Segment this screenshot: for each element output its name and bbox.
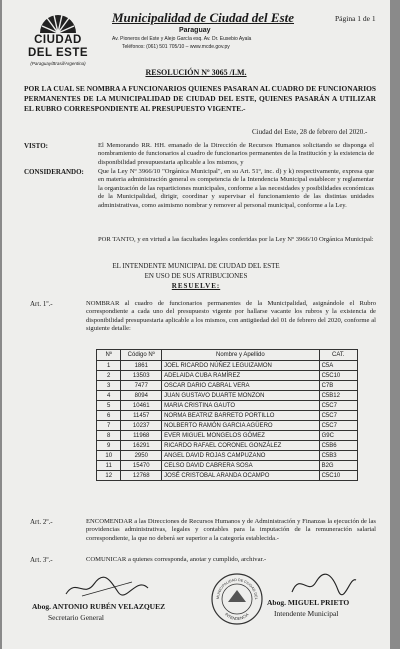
cell-number: 6 <box>97 411 121 421</box>
cell-number: 3 <box>97 381 121 391</box>
cell-category: C5B6 <box>319 441 357 451</box>
page-number: Página 1 de 1 <box>335 14 376 23</box>
authority-line2: EN USO DE SUS ATRIBUCIONES <box>144 272 248 280</box>
header-phone: Teléfonos: (061) 501 705/10 – www.mcde.gov.py <box>122 44 230 50</box>
table-row <box>97 391 358 401</box>
article-2-label: Art. 2º.- <box>30 518 53 526</box>
cell-code: 1861 <box>121 361 162 371</box>
right-signature-scribble <box>288 570 358 598</box>
cell-number: 1 <box>97 361 121 371</box>
col-header-code: Código Nº <box>121 350 162 361</box>
table-row <box>97 381 358 391</box>
article-1-text: NOMBRAR al cuadro de funcionarios permanentes de la Municipalidad, asignándole el Rubro correspondiente a cada uno del presupuesto vigente por hallarse vacante los rubros y la existencia de disponibilidad presupuestaria aplicable a los mismos, con antigüedad del 01 de febrero del 2020, conforme al siguiente detalle: <box>86 300 376 333</box>
table-row <box>97 421 358 431</box>
resuelve-heading: RESUELVE: <box>171 282 221 290</box>
cell-category: C5C10 <box>319 371 357 381</box>
header-title: Municipalidad de Ciudad del Este <box>112 10 295 25</box>
table-row <box>97 431 358 441</box>
table-row <box>97 461 358 471</box>
article-3-label: Art. 3º.- <box>30 556 53 564</box>
considerando-label: CONSIDERANDO: <box>24 168 84 176</box>
table-row <box>97 371 358 381</box>
cell-number: 2 <box>97 371 121 381</box>
cell-category: C5B12 <box>319 391 357 401</box>
cell-number: 5 <box>97 401 121 411</box>
logo-text-line2: DEL ESTE <box>27 47 89 59</box>
cell-name: NOLBERTO RAMÓN GARCIA AGÜERO <box>162 421 320 431</box>
cell-code: 11968 <box>121 431 162 441</box>
document-page <box>2 0 390 649</box>
cell-number: 8 <box>97 431 121 441</box>
article-2-text: ENCOMENDAR a las Direcciones de Recursos Humanos y de Administración y Finanzas la ejecución de las providencias administrativas, legales y contables para la imputación de la remuneración salarial correspondiente, la que no deberá ser superior a la categoría establecida.- <box>86 518 376 542</box>
table-header-row <box>97 350 358 361</box>
article-3-text: COMUNICAR a quienes corresponda, anotar y cumplido, archivar.- <box>86 556 267 563</box>
authority-line1: EL INTENDENTE MUNICIPAL DE CIUDAD DEL ESTE <box>112 262 280 270</box>
col-header-name: Nombre y Apellido <box>162 350 320 361</box>
table-row <box>97 471 358 481</box>
cell-name: MARIA CRISTINA GAUTO <box>162 401 320 411</box>
header-address: Av. Pioneros del Este y Alejo García esq. Av. Dr. Eusebio Ayala <box>112 36 252 42</box>
cell-category: B2G <box>319 461 357 471</box>
cell-name: NORMA BEATRIZ BARRETO PORTILLO <box>162 411 320 421</box>
table-row <box>97 451 358 461</box>
cell-code: 7477 <box>121 381 162 391</box>
cell-code: 16291 <box>121 441 162 451</box>
right-signatory-role: Intendente Municipal <box>274 609 339 618</box>
left-signature-scribble <box>62 574 152 600</box>
article-1-label: Art. 1º.- <box>30 300 53 308</box>
cell-code: 13503 <box>121 371 162 381</box>
cell-category: C5C7 <box>319 421 357 431</box>
svg-text:INTENDENCIA <box>224 612 250 621</box>
cell-name: JOSÉ CRISTOBAL ARANDA OCAMPO <box>162 471 320 481</box>
cell-category: G9C <box>319 431 357 441</box>
stamp-text-top: MUNICIPALIDAD DE CIUDAD DEL <box>215 577 259 600</box>
cell-name: OSCAR DARIO CABRAL VERA <box>162 381 320 391</box>
cell-category: C5A <box>319 361 357 371</box>
left-signatory-name: Abog. ANTONIO RUBÉN VELAZQUEZ <box>32 602 166 611</box>
cell-category: C5C7 <box>319 411 357 421</box>
fan-logo-icon <box>38 6 78 34</box>
cell-number: 11 <box>97 461 121 471</box>
table-row <box>97 441 358 451</box>
cell-category: C5B3 <box>319 451 357 461</box>
cell-number: 10 <box>97 451 121 461</box>
cell-name: JOEL RICARDO NÚÑEZ LEGUIZAMON <box>162 361 320 371</box>
cell-name: EVER MIGUEL MONGELOS GÓMEZ <box>162 431 320 441</box>
document-date: Ciudad del Este, 28 de febrero del 2020.- <box>252 128 368 136</box>
table-row <box>97 401 358 411</box>
official-stamp-icon <box>210 572 264 626</box>
stamp-text-bottom: INTENDENCIA <box>223 611 250 622</box>
col-header-number: Nº <box>97 350 121 361</box>
considerando-text: Que la Ley Nº 3966/10 "Orgánica Municipal", en su Art. 51º, inc. d) y k) respectivamente, expresa que en materia administración general es competencia de la Intendencia Municipal establecer y reglamentar la organización de las reparticiones municipales, conforme a las necesidades y posibilidades económicas de la Municipalidad, dirigir, coordinar y supervisar el funcionamiento de las distintas unidades administrativas, como asimismo nombrar y remover al personal municipal, conforme a la Ley. <box>98 168 374 209</box>
cell-number: 4 <box>97 391 121 401</box>
employee-table <box>96 349 358 481</box>
cell-code: 2950 <box>121 451 162 461</box>
table-row <box>97 411 358 421</box>
cell-code: 15470 <box>121 461 162 471</box>
cell-number: 12 <box>97 471 121 481</box>
municipality-logo <box>18 6 98 68</box>
table-row <box>97 361 358 371</box>
cell-number: 7 <box>97 421 121 431</box>
resolution-preamble: POR LA CUAL SE NOMBRA A FUNCIONARIOS QUIENES PASARAN AL CUADRO DE FUNCIONARIOS PERMANENTES DE LA MUNICIPALIDAD DE CIUDAD DEL ESTE, QUIENES PASARÁN A UTILIZAR EL RUBRO CORRESPONDIENTE AL PRESUPUESTO VIGENTE.- <box>24 84 376 113</box>
visto-label: VISTO: <box>24 142 48 150</box>
logo-text-line3: (Paraguay/Brasil/Argentina) <box>30 61 86 66</box>
cell-name: ANGEL DAVID ROJAS CAMPUZANO <box>162 451 320 461</box>
cell-code: 12768 <box>121 471 162 481</box>
logo-text-line1: CIUDAD <box>34 34 82 46</box>
left-signatory-role: Secretario General <box>48 613 105 622</box>
cell-name: JUAN GUSTAVO DUARTE MONZON <box>162 391 320 401</box>
cell-code: 10461 <box>121 401 162 411</box>
visto-text: El Memorando RR. HH. emanado de la Dirección de Recursos Humanos solicitando se disponga el nombramiento de funcionarios al cuadro de funcionarios permanentes de la Institución y la existencia de disponibilidad presupuestaria aplicable a los mismos, y <box>98 142 374 166</box>
right-signatory-name: Abog. MIGUEL PRIETO <box>267 598 350 607</box>
cell-category: C5C7 <box>319 401 357 411</box>
considerando-text2: POR TANTO, y en virtud a las facultades legales conferidas por la Ley Nº 3966/10 Orgánica Municipal: <box>98 236 374 243</box>
cell-name: RICARDO RAFAEL CORONEL GONZÁLEZ <box>162 441 320 451</box>
cell-category: C7B <box>319 381 357 391</box>
cell-code: 10237 <box>121 421 162 431</box>
cell-code: 8094 <box>121 391 162 401</box>
header-country: Paraguay <box>179 27 211 34</box>
resolution-title: RESOLUCIÓN Nº 3065 /I.M. <box>145 68 247 77</box>
cell-name: CELSO DAVID CABRERA SOSA <box>162 461 320 471</box>
cell-name: ADELAIDA CUBA RAMÍREZ <box>162 371 320 381</box>
cell-category: C5C10 <box>319 471 357 481</box>
col-header-category: CAT. <box>319 350 357 361</box>
cell-code: 11457 <box>121 411 162 421</box>
cell-number: 9 <box>97 441 121 451</box>
